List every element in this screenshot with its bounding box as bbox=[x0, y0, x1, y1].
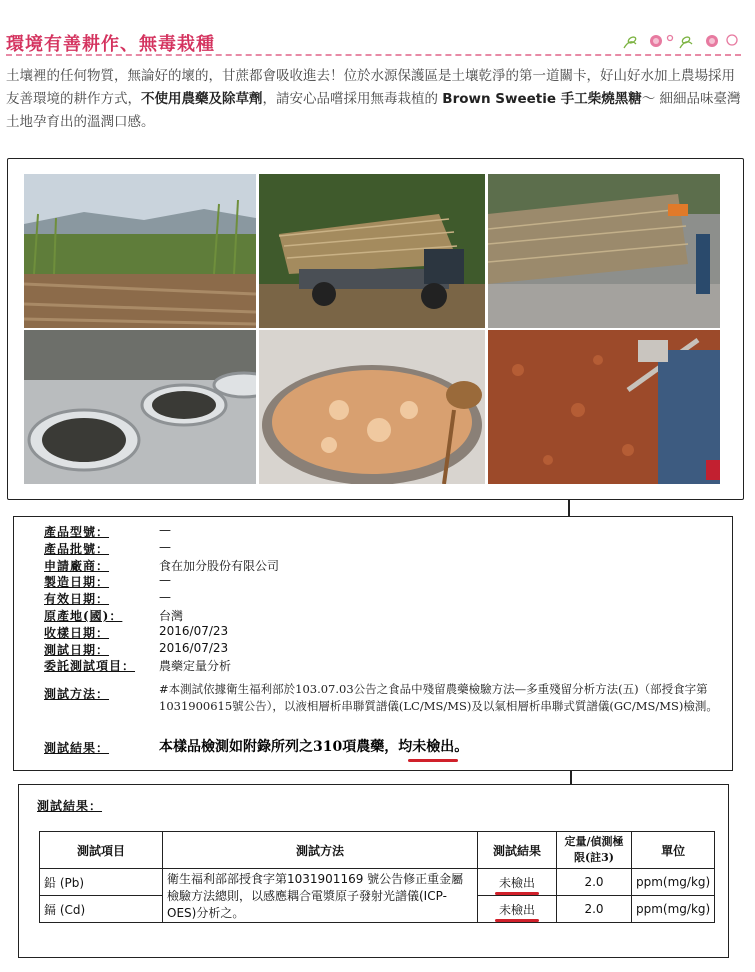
field-label: 申請廠商： bbox=[44, 558, 110, 573]
result-label: 測試結果： bbox=[44, 741, 110, 755]
row-result-text: 未檢出 bbox=[498, 902, 535, 917]
intro-bold-text: 不使用農藥及除草劑 bbox=[141, 91, 263, 107]
field-label: 製造日期： bbox=[44, 575, 110, 590]
connector-line-1 bbox=[568, 500, 570, 516]
result-not-detected bbox=[412, 739, 454, 755]
sugarcane-unloading-photo bbox=[488, 174, 720, 328]
field-value: 台灣 bbox=[159, 609, 184, 623]
boiling-syrup-photo bbox=[259, 330, 485, 484]
field-value: — bbox=[159, 590, 171, 605]
row-item: 鉛 (Pb) bbox=[40, 869, 163, 896]
title-divider bbox=[6, 54, 741, 56]
field-label: 原產地(國)： bbox=[44, 609, 123, 623]
row-result bbox=[478, 896, 557, 923]
red-underline-mark bbox=[408, 759, 458, 762]
boiling-pots-photo bbox=[24, 330, 256, 484]
row-result-text: 未檢出 bbox=[498, 875, 535, 890]
table-caption: 測試結果： bbox=[37, 799, 103, 813]
table-header-row bbox=[40, 832, 715, 869]
result-not-detected-text: 未檢出 bbox=[412, 739, 455, 755]
row-item: 鎘 (Cd) bbox=[40, 896, 163, 923]
sugarcane-field-photo bbox=[24, 174, 256, 328]
brown-sugar-stirring-photo bbox=[488, 330, 720, 484]
field-label: 有效日期： bbox=[44, 592, 110, 607]
intro-paragraph bbox=[6, 65, 746, 134]
intro-text-1: 土壤裡的任何物質，無論好的壞的，甘蔗都會吸收進去！位於水源保護區是土壤乾淨的第一道關卡，好山好水加上農場採用友善環境的耕作方式， bbox=[6, 68, 735, 107]
field-label: 測試日期： bbox=[44, 642, 110, 657]
field-value: 農藥定量分析 bbox=[159, 659, 232, 674]
field-value: 2016/07/23 bbox=[159, 640, 229, 655]
row-limit: 2.0 bbox=[557, 896, 632, 923]
field-value: — bbox=[159, 539, 171, 554]
connector-line-2 bbox=[570, 770, 572, 784]
header-limit: 定量/偵測極限(註3) bbox=[557, 832, 632, 869]
header-method: 測試方法 bbox=[163, 832, 478, 869]
method-text: #本測試依據衛生福利部於103.07.03公告之食品中殘留農藥檢驗方法—多重殘留分析方法(五)（部授食字第1031900615號公告），以液相層析串聯質譜儀(LC/MS/MS)及以氣相層析串聯式質譜儀(GC/MS/MS)檢測。 bbox=[159, 682, 718, 713]
pesticide-report-box bbox=[13, 516, 733, 771]
section-title: 環境有善耕作、無毒栽種 bbox=[6, 34, 215, 55]
red-underline-mark bbox=[495, 892, 539, 895]
field-value: 2016/07/23 bbox=[159, 623, 229, 638]
intro-brand-text: Brown Sweetie 手工柴燒黑糖 bbox=[442, 91, 642, 107]
header-result: 測試結果 bbox=[478, 832, 557, 869]
header-unit: 單位 bbox=[632, 832, 715, 869]
field-label: 產品型號： bbox=[44, 525, 110, 539]
red-underline-mark bbox=[495, 919, 539, 922]
header-item: 測試項目 bbox=[40, 832, 163, 869]
result-text bbox=[159, 736, 468, 756]
intro-text-3: ～ 細細品味臺灣土地孕育出的溫潤口感。 bbox=[6, 91, 741, 130]
intro-text-2: ，請安心品嚐採用無毒栽植的 bbox=[262, 91, 443, 107]
row-limit: 2.0 bbox=[557, 869, 632, 896]
table-row bbox=[40, 869, 715, 896]
method-label: 測試方法： bbox=[44, 687, 110, 701]
result-text-a: 本樣品檢測如附錄所列之310項農藥，均 bbox=[159, 739, 413, 755]
row-unit: ppm(mg/kg) bbox=[632, 869, 715, 896]
heavy-metal-result-box bbox=[18, 784, 729, 958]
field-label: 產品批號： bbox=[44, 541, 110, 556]
field-value: 食在加分股份有限公司 bbox=[159, 558, 280, 573]
field-label: 委託測試項目： bbox=[44, 659, 136, 674]
field-label: 收樣日期： bbox=[44, 625, 110, 640]
flower-decoration-icon bbox=[620, 28, 740, 54]
row-method: 衛生福利部部授食字第1031901169 號公告修正重金屬檢驗方法總則，以感應耦合電漿原子發射光譜儀(ICP-OES)分析之。 bbox=[163, 869, 478, 923]
row-unit: ppm(mg/kg) bbox=[632, 896, 715, 923]
heavy-metal-table bbox=[39, 831, 715, 923]
field-value: — bbox=[159, 573, 171, 588]
field-value: — bbox=[159, 523, 171, 537]
result-text-c: 。 bbox=[454, 739, 469, 755]
row-result bbox=[478, 869, 557, 896]
sugarcane-truck-photo bbox=[259, 174, 485, 328]
